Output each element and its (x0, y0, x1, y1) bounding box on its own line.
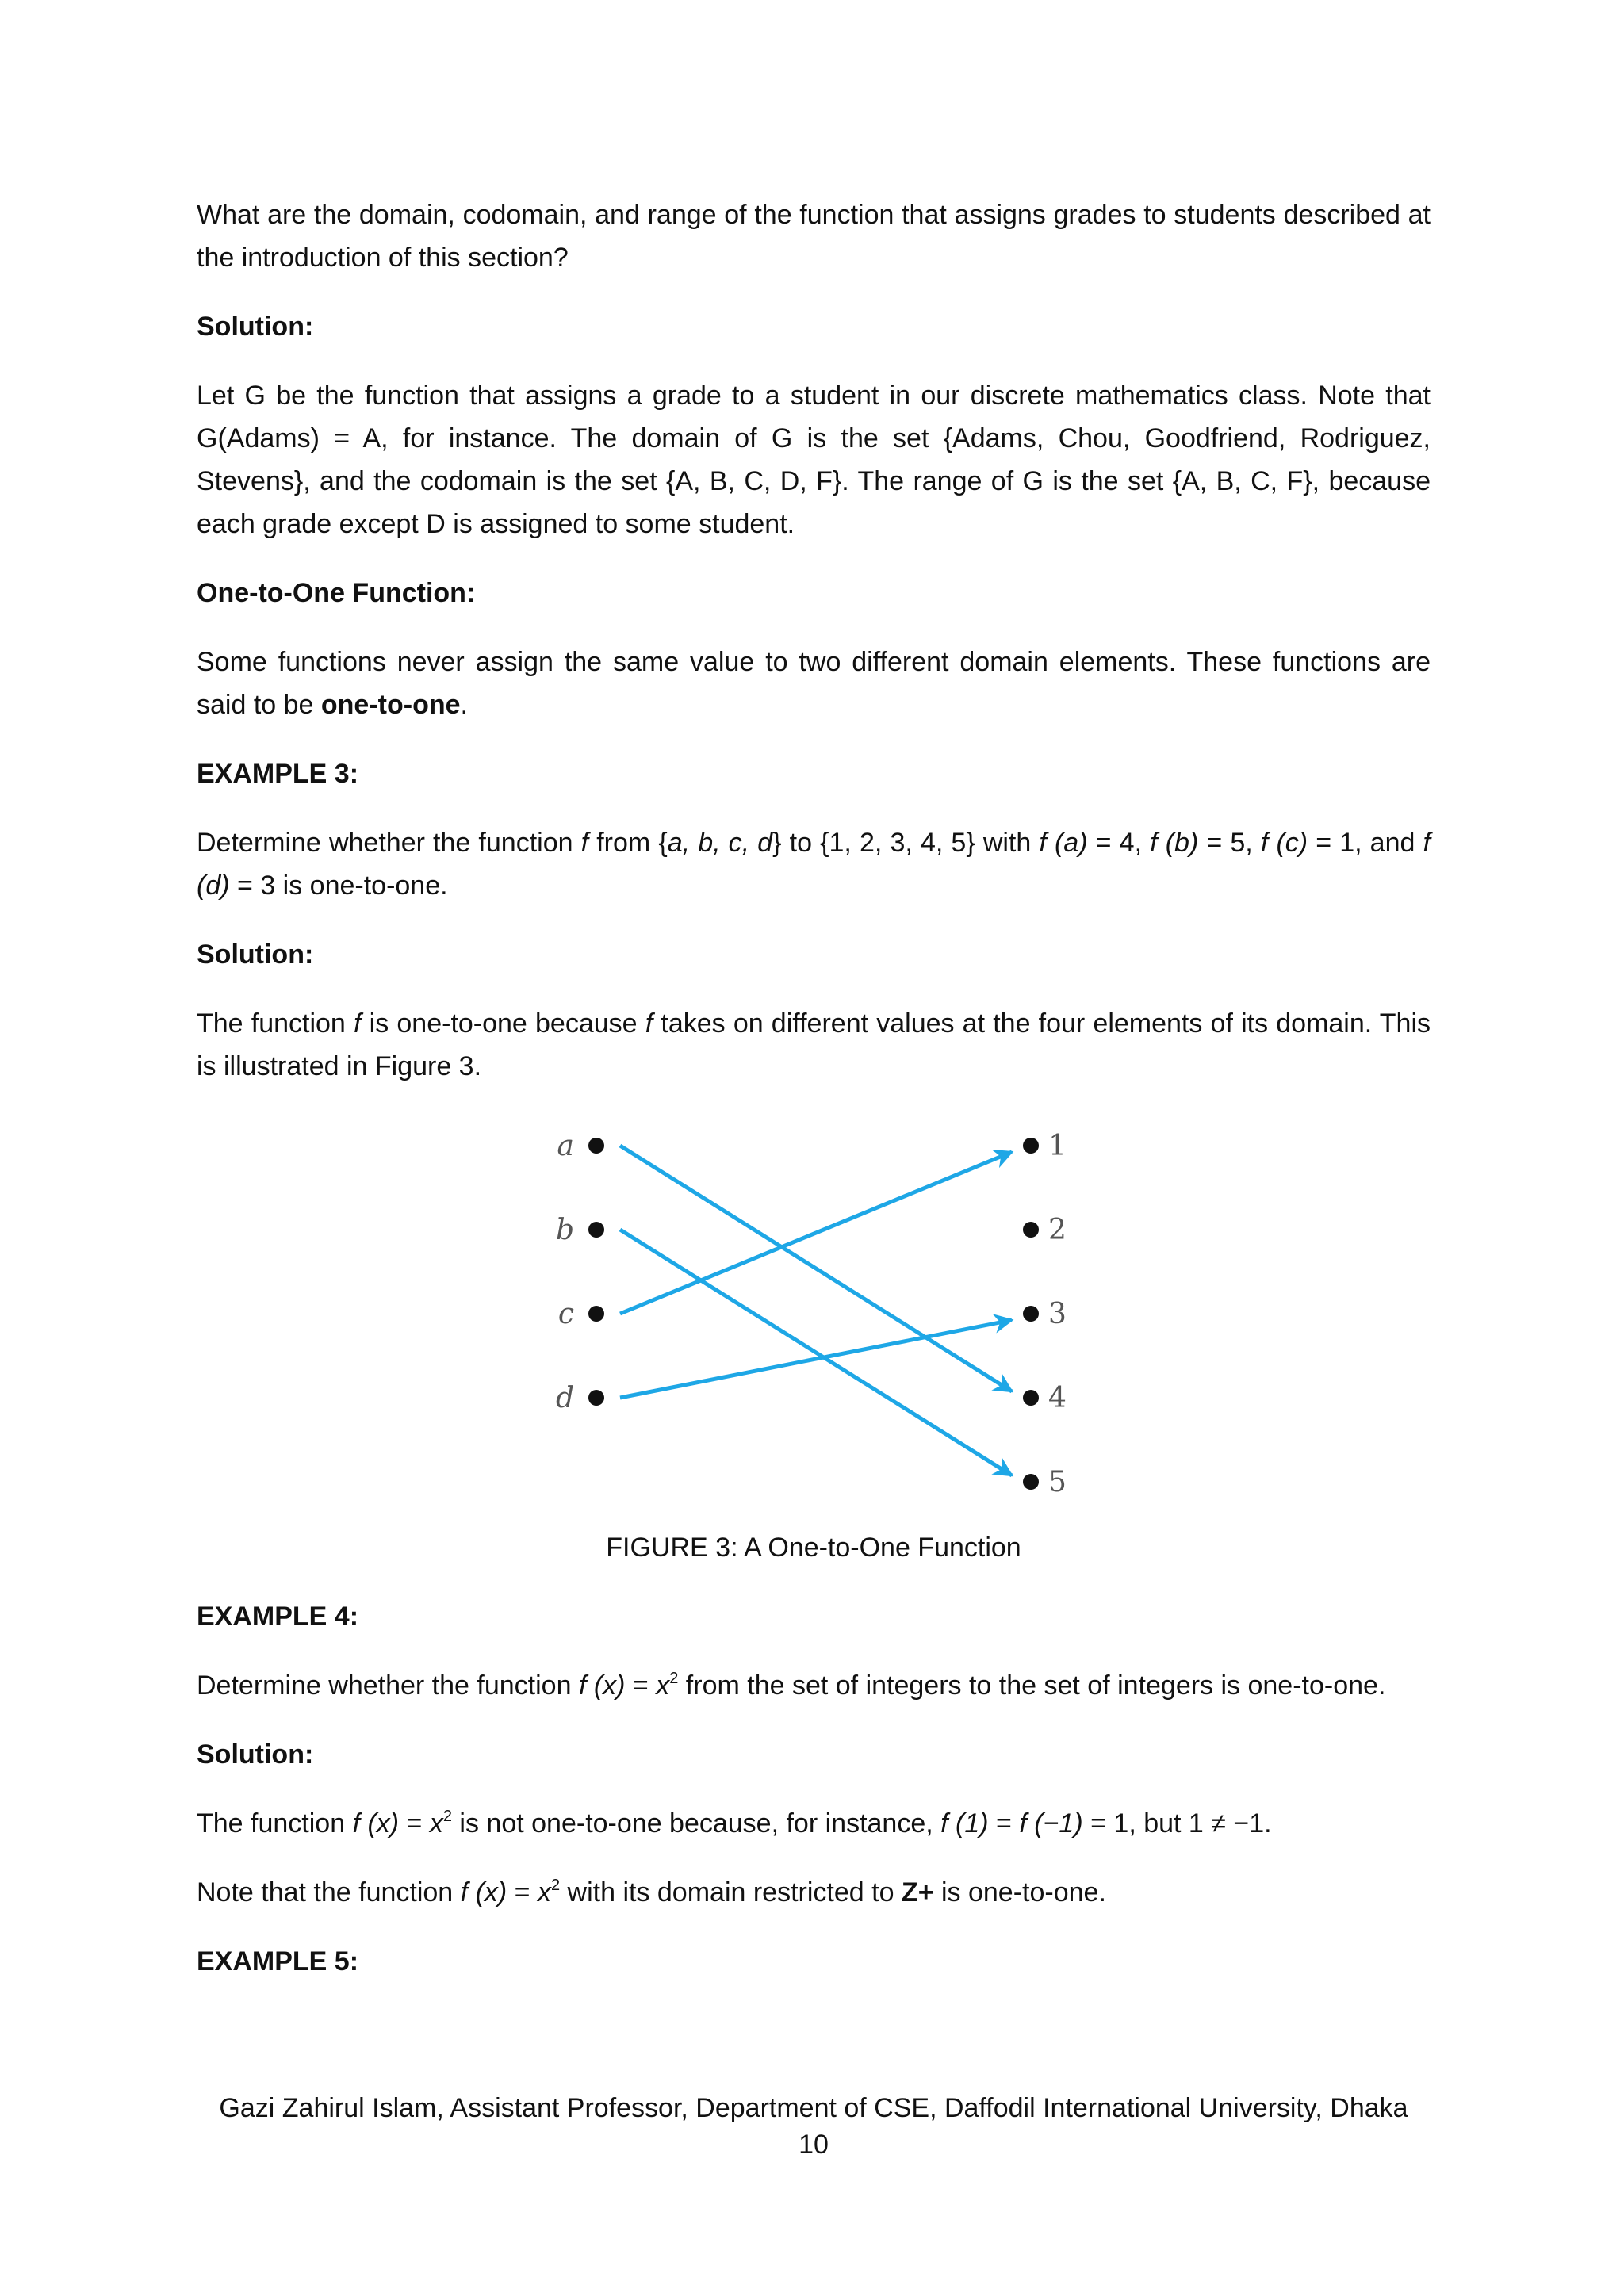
ex3-fc: f (c) (1260, 828, 1308, 858)
example3-solution-heading: Solution: (197, 939, 314, 970)
solution-heading-1: Solution: (197, 312, 314, 342)
ex4-sol-eq2: = (988, 1808, 1020, 1839)
ex4-note-fx: f (x) (460, 1877, 508, 1908)
domain-dot-b (588, 1222, 604, 1238)
ex3-domain-set: a, b, c, d (667, 828, 773, 858)
codomain-label-1: 1 (1048, 1130, 1067, 1162)
ex3-text-4: , 2, 3, 4, 5} with (844, 828, 1040, 858)
codomain-dot-4 (1023, 1390, 1039, 1406)
ex4-sol-fx: f (x) (352, 1808, 400, 1839)
ex3-sol-1: The function (197, 1008, 354, 1039)
codomain-dot-3 (1023, 1306, 1039, 1322)
ex3-text-3: } to {1 (772, 828, 845, 858)
solution-paragraph-1: Let G be the function that assigns a grade to a student in our discrete mathematics class. Note that G(Adams) = A, for instance. The domain of G is the set {Adams, Chou, Goodfriend, Rodriguez, Stevens}, and the codomain is the set {A, B, C, D, F}. The range of G is the set {A, B, C, F}, because each grade except D is assigned to some student. (197, 381, 1431, 539)
definition-end: . (460, 690, 468, 720)
ex4-note-2: with its domain restricted to (560, 1877, 902, 1908)
ex3-text-5: = 4, (1087, 828, 1151, 858)
ex3-text-8: = 3 is one-to-one. (229, 871, 448, 901)
ex4-sol-2: is not one-to-one because, for instance, (451, 1808, 941, 1839)
codomain-label-2: 2 (1048, 1214, 1067, 1246)
example5-heading: EXAMPLE 5: (197, 1946, 359, 1976)
ex3-f: f (580, 828, 589, 858)
ex3-text-6: = 5, (1198, 828, 1261, 858)
ex4-sol-f1: f (1) (940, 1808, 989, 1839)
domain-dot-c (588, 1306, 604, 1322)
arrow-c-to-1 (620, 1152, 1012, 1314)
figure-3-caption: FIGURE 3: A One-to-One Function (606, 1533, 1021, 1563)
domain-label-a: a (557, 1130, 574, 1162)
footer-author: Gazi Zahirul Islam, Assistant Professor, Department of CSE, Daffodil International University, Dhaka (219, 2093, 1408, 2123)
codomain-dot-1 (1023, 1138, 1039, 1154)
ex3-text-7: = 1, and (1308, 828, 1423, 858)
ex4-note-zplus: Z+ (901, 1877, 934, 1908)
ex4-sol-exponent: 2 (442, 1808, 452, 1825)
definition-text: Some functions never assign the same value to two different domain elements. These functions are said to be (197, 647, 1431, 720)
page-footer (197, 2090, 1431, 2163)
example3-question (197, 821, 1431, 907)
ex3-sol-f-2: f (645, 1008, 653, 1039)
ex3-sol-f-1: f (354, 1008, 362, 1039)
codomain-dot-5 (1023, 1474, 1039, 1490)
ex4-sol-3: = 1, but 1 ≠ −1. (1082, 1808, 1272, 1839)
domain-label-b: b (555, 1214, 574, 1246)
ex4-sol-1: The function (197, 1808, 353, 1839)
ex4-eq: = (625, 1670, 657, 1701)
ex4-sol-eq: = (399, 1808, 430, 1839)
page-number: 10 (799, 2130, 829, 2160)
ex3-sol-3: takes on different values at the four elements of its domain. This is illustrated in Figure 3. (197, 1008, 1431, 1081)
example4-solution (197, 1802, 1431, 1845)
ex4-note-3: is one-to-one. (933, 1877, 1106, 1908)
example4-heading: EXAMPLE 4: (197, 1601, 359, 1632)
ex4-x: x (656, 1670, 670, 1701)
ex4-text-2: from the set of integers to the set of integers is one-to-one. (678, 1670, 1386, 1701)
codomain-label-5: 5 (1048, 1466, 1067, 1498)
ex3-sol-2: is one-to-one because (361, 1008, 645, 1039)
ex4-note-x: x (537, 1877, 551, 1908)
ex3-text-2: from { (588, 828, 668, 858)
codomain-dot-2 (1023, 1222, 1039, 1238)
ex3-text-1: Determine whether the function (197, 828, 581, 858)
ex4-sol-x: x (429, 1808, 443, 1839)
ex3-fa: f (a) (1039, 828, 1088, 858)
example4-note (197, 1871, 1431, 1914)
one-to-one-definition (197, 641, 1431, 726)
domain-label-c: c (557, 1298, 574, 1330)
example3-heading: EXAMPLE 3: (197, 759, 359, 789)
codomain-label-3: 3 (1048, 1298, 1067, 1330)
example4-solution-heading: Solution: (197, 1739, 314, 1770)
question-paragraph: What are the domain, codomain, and range of the function that assigns grades to students described at the introduction of this section? (197, 200, 1431, 273)
ex3-fb: f (b) (1150, 828, 1199, 858)
figure-3 (197, 1114, 1431, 1526)
ex4-note-1: Note that the function (197, 1877, 461, 1908)
one-to-one-heading: One-to-One Function: (197, 578, 476, 608)
domain-dot-d (588, 1390, 604, 1406)
ex4-note-exponent: 2 (550, 1877, 561, 1894)
mapping-diagram (197, 1114, 1431, 1526)
domain-dot-a (588, 1138, 604, 1154)
ex4-note-eq: = (507, 1877, 538, 1908)
codomain-label-4: 4 (1048, 1382, 1067, 1414)
arrow-d-to-3 (620, 1320, 1012, 1398)
ex4-fx: f (x) (578, 1670, 626, 1701)
ex3-fd: f (d) (197, 828, 1431, 901)
example4-question (197, 1664, 1431, 1707)
definition-term: one-to-one (320, 690, 461, 720)
domain-label-d: d (555, 1382, 574, 1414)
page-content (197, 193, 1431, 2009)
ex4-text-1: Determine whether the function (197, 1670, 579, 1701)
ex4-exponent: 2 (669, 1670, 679, 1687)
ex4-sol-fm1: f (−1) (1019, 1808, 1083, 1839)
example3-solution (197, 1002, 1431, 1088)
